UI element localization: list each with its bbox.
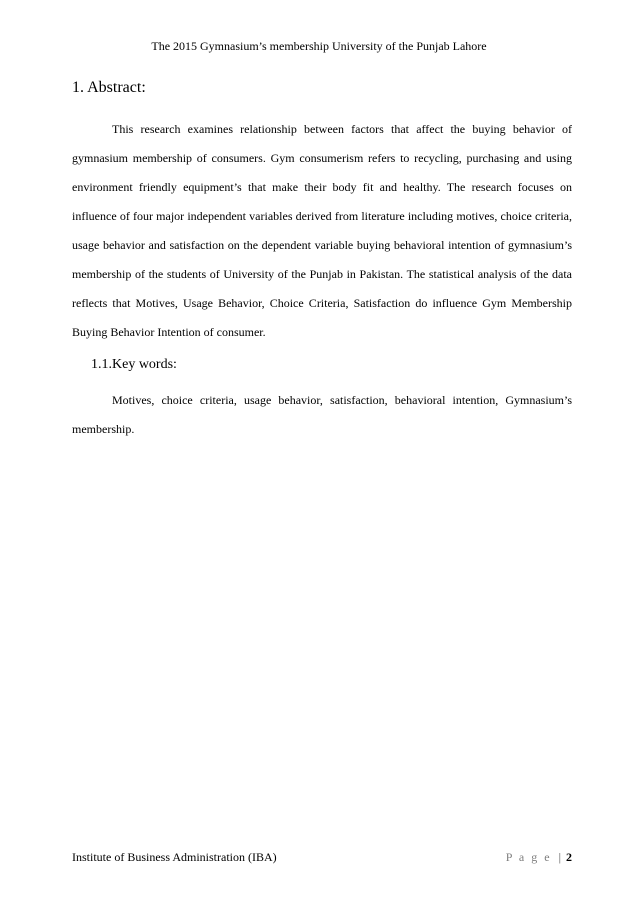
footer-page-label: P a g e [505,850,552,864]
subsection-title: Key words: [112,357,177,372]
footer-separator: | [558,850,561,864]
section-heading-abstract [72,78,146,98]
subsection-number: 1.1. [91,357,112,372]
page-footer [72,849,572,865]
subsection-heading-keywords [91,356,177,374]
running-header [0,38,638,54]
abstract-paragraph: This research examines relationship between factors that affect the buying behavior of gymnasium membership of consumers. Gym consumerism refers to recycling, purchasing and using environment friendly equipment’s that make their body fit and healthy. The research focuses on influence of four major independent variables derived from literature including motives, choice criteria, usage behavior and satisfaction on the dependent variable buying behavioral intention of gymnasium’s membership of the students of University of the Punjab in Pakistan. The statistical analysis of the data reflects that Motives, Usage Behavior, Choice Criteria, Satisfaction do influence Gym Membership Buying Behavior Intention of consumer. [72,122,572,339]
footer-institution: Institute of Business Administration (IBA) [72,850,277,864]
footer-page-indicator [506,849,572,865]
footer-page-number: 2 [566,850,572,864]
keywords-paragraph: Motives, choice criteria, usage behavior, satisfaction, behavioral intention, Gymnasium’s membership. [72,393,572,436]
running-header-title: The 2015 Gymnasium’s membership University of the Punjab Lahore [151,39,487,53]
section-number: 1. [72,79,84,96]
section-title: Abstract: [87,79,146,96]
